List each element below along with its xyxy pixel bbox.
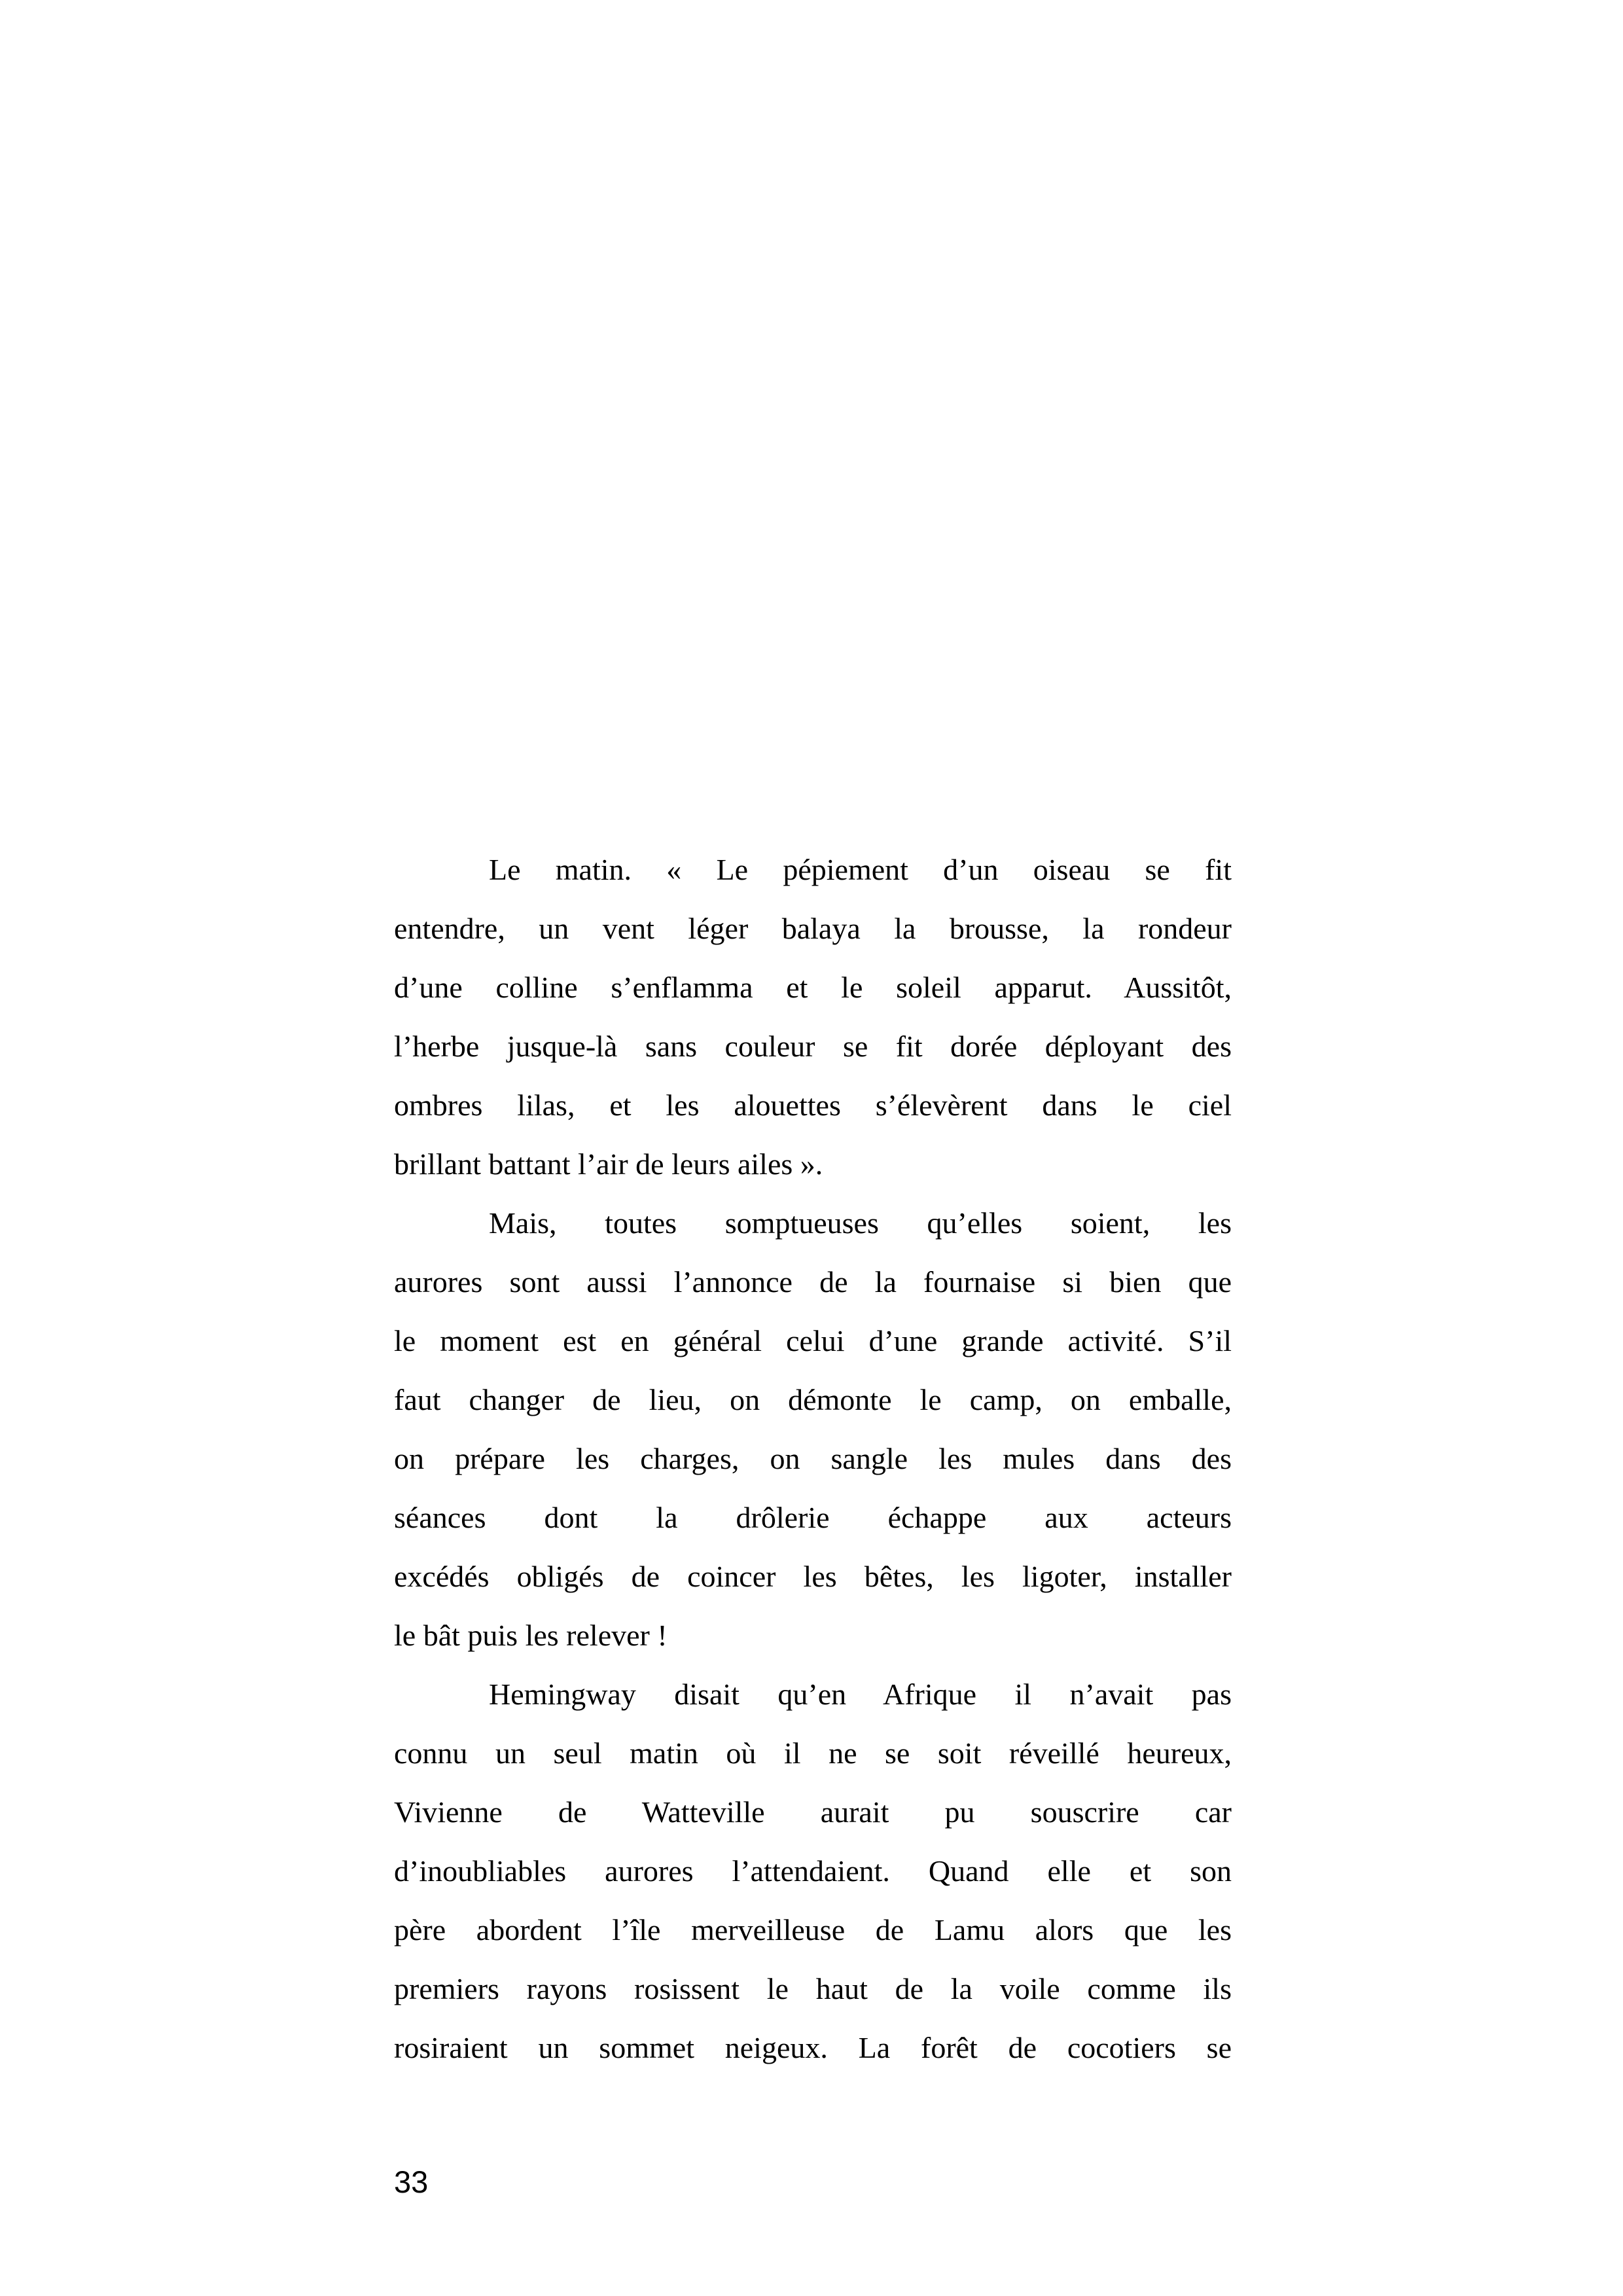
text-line: connu un seul matin où il ne se soit réveillé heureux, xyxy=(394,1736,1232,1770)
text-line: entendre, un vent léger balaya la brousse, la rondeur xyxy=(394,912,1232,945)
text-line: père abordent l’île merveilleuse de Lamu alors que les xyxy=(394,1913,1232,1946)
text-line: on prépare les charges, on sangle les mules dans des xyxy=(394,1442,1232,1475)
body-text xyxy=(394,840,1232,2077)
text-line: le moment est en général celui d’une grande activité. S’il xyxy=(394,1324,1232,1357)
text-line: brillant battant l’air de leurs ailes ». xyxy=(394,1147,823,1181)
text-line: rosiraient un sommet neigeux. La forêt de cocotiers se xyxy=(394,2031,1232,2064)
page-number: 33 xyxy=(394,2164,429,2199)
text-line: Vivienne de Watteville aurait pu souscrire car xyxy=(394,1795,1232,1829)
text-line: Le matin. « Le pépiement d’un oiseau se fit xyxy=(489,853,1232,886)
text-line: ombres lilas, et les alouettes s’élevèrent dans le ciel xyxy=(394,1088,1232,1122)
paragraph xyxy=(394,1665,1232,2077)
text-line: Hemingway disait qu’en Afrique il n’avait pas xyxy=(489,1677,1232,1711)
text-line: premiers rayons rosissent le haut de la voile comme ils xyxy=(394,1972,1232,2005)
text-line: d’une colline s’enflamma et le soleil apparut. Aussitôt, xyxy=(394,971,1232,1004)
text-line: Mais, toutes somptueuses qu’elles soient, les xyxy=(489,1206,1232,1240)
paragraph xyxy=(394,1194,1232,1665)
text-line: aurores sont aussi l’annonce de la fournaise si bien que xyxy=(394,1265,1232,1299)
text-line: d’inoubliables aurores l’attendaient. Quand elle et son xyxy=(394,1854,1232,1888)
text-line: l’herbe jusque-là sans couleur se fit dorée déployant des xyxy=(394,1030,1232,1063)
paragraph xyxy=(394,840,1232,1194)
text-line: excédés obligés de coincer les bêtes, les ligoter, installer xyxy=(394,1560,1232,1593)
text-line: le bât puis les relever ! xyxy=(394,1619,668,1652)
text-line: séances dont la drôlerie échappe aux acteurs xyxy=(394,1501,1232,1534)
text-line: faut changer de lieu, on démonte le camp, on emballe, xyxy=(394,1383,1232,1416)
